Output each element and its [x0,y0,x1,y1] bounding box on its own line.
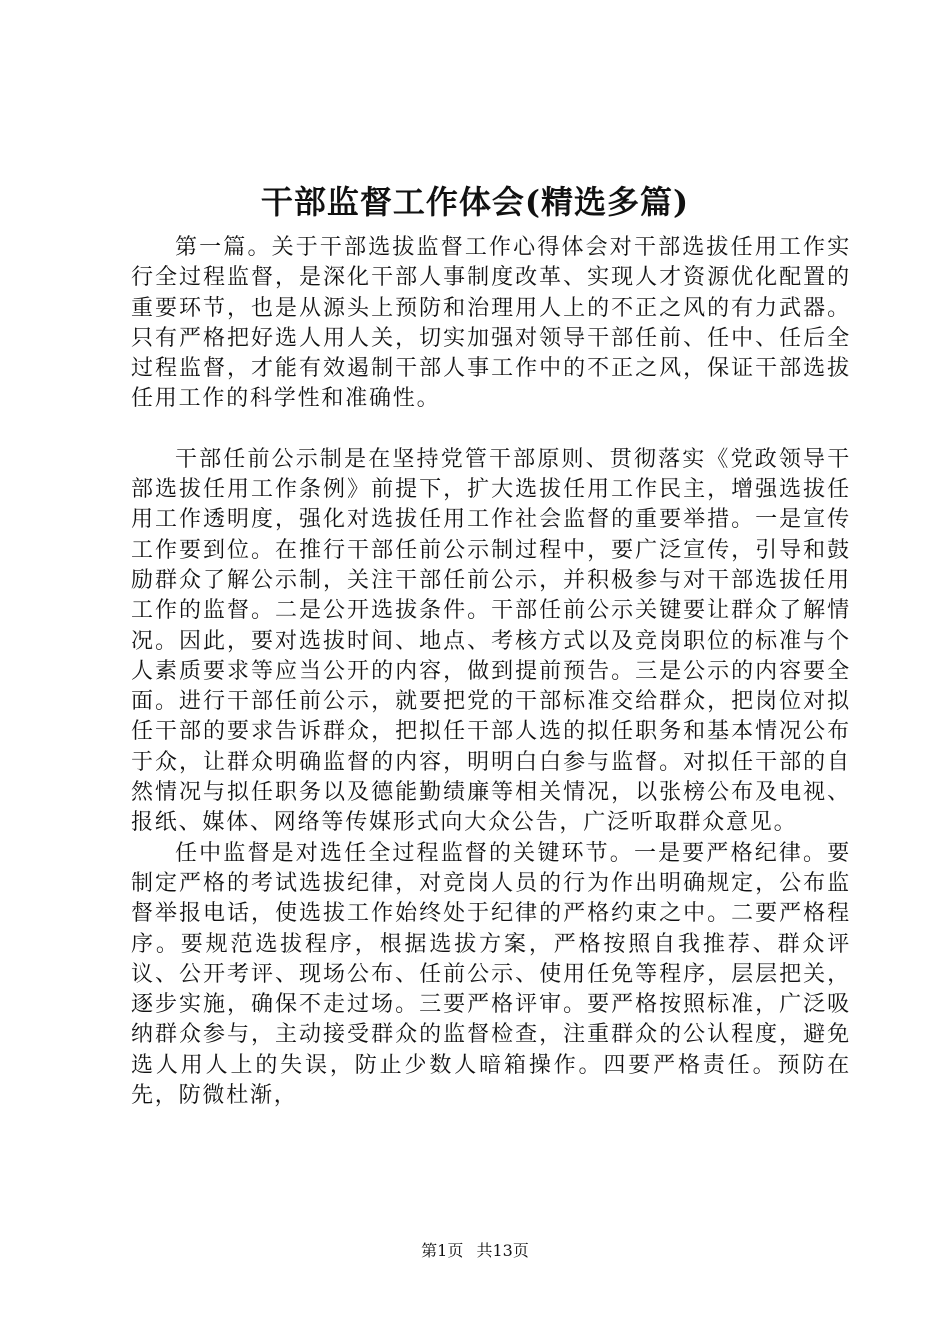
document-title: 干部监督工作体会(精选多篇) [260,183,690,221]
page-number: 第1页 [421,1241,464,1260]
paragraph-3: 任中监督是对选任全过程监督的关键环节。一是要严格纪律。要制定严格的考试选拔纪律，对竞岗人员的行为作出明确规定，公布监督举报电话，使选拔工作始终处于纪律的严格约束之中。二要严格程序。要规范选拔程序，根据选拔方案，严格按照自我推荐、群众评议、公开考评、现场公布、任前公示、使用任免等程序，层层把关，逐步实施，确保不走过场。三要严格评审。要严格按照标准，广泛吸纳群众参与，主动接受群众的监督检查，注重群众的公认程度，避免选人用人上的失误，防止少数人暗箱操作。四要严格责任。预防在先，防微杜渐， [131,840,851,1109]
page-footer [0,1240,950,1262]
document-body [131,233,851,1111]
paragraph-gap [131,415,851,445]
paragraph-1: 第一篇。关于干部选拔监督工作心得体会对干部选拔任用工作实行全过程监督，是深化干部人事制度改革、实现人才资源优化配置的重要环节，也是从源头上预防和治理用人上的不正之风的有力武器。只有严格把好选人用人关，切实加强对领导干部任前、任中、任后全过程监督，才能有效遏制干部人事工作中的不正之风，保证干部选拔任用工作的科学性和准确性。 [131,235,851,412]
page-total: 共13页 [476,1241,529,1260]
paragraph-2: 干部任前公示制是在坚持党管干部原则、贯彻落实《党政领导干部选拔任用工作条例》前提下，扩大选拔任用工作民主，增强选拔任用工作透明度，强化对选拔任用工作社会监督的重要举措。一是宣传工作要到位。在推行干部任前公示制过程中，要广泛宣传，引导和鼓励群众了解公示制，关注干部任前公示，并积极参与对干部选拔任用工作的监督。二是公开选拔条件。干部任前公示关键要让群众了解情况。因此，要对选拔时间、地点、考核方式以及竞岗职位的标准与个人素质要求等应当公开的内容，做到提前预告。三是公示的内容要全面。进行干部任前公示，就要把党的干部标准交给群众，把岗位对拟任干部的要求告诉群众，把拟任干部人选的拟任职务和基本情况公布于众，让群众明确监督的内容，明明白白参与监督。对拟任干部的自然情况与拟任职务以及德能勤绩廉等相关情况，以张榜公布及电视、报纸、媒体、网络等传媒形式向大众公告，广泛听取群众意见。 [131,446,851,836]
